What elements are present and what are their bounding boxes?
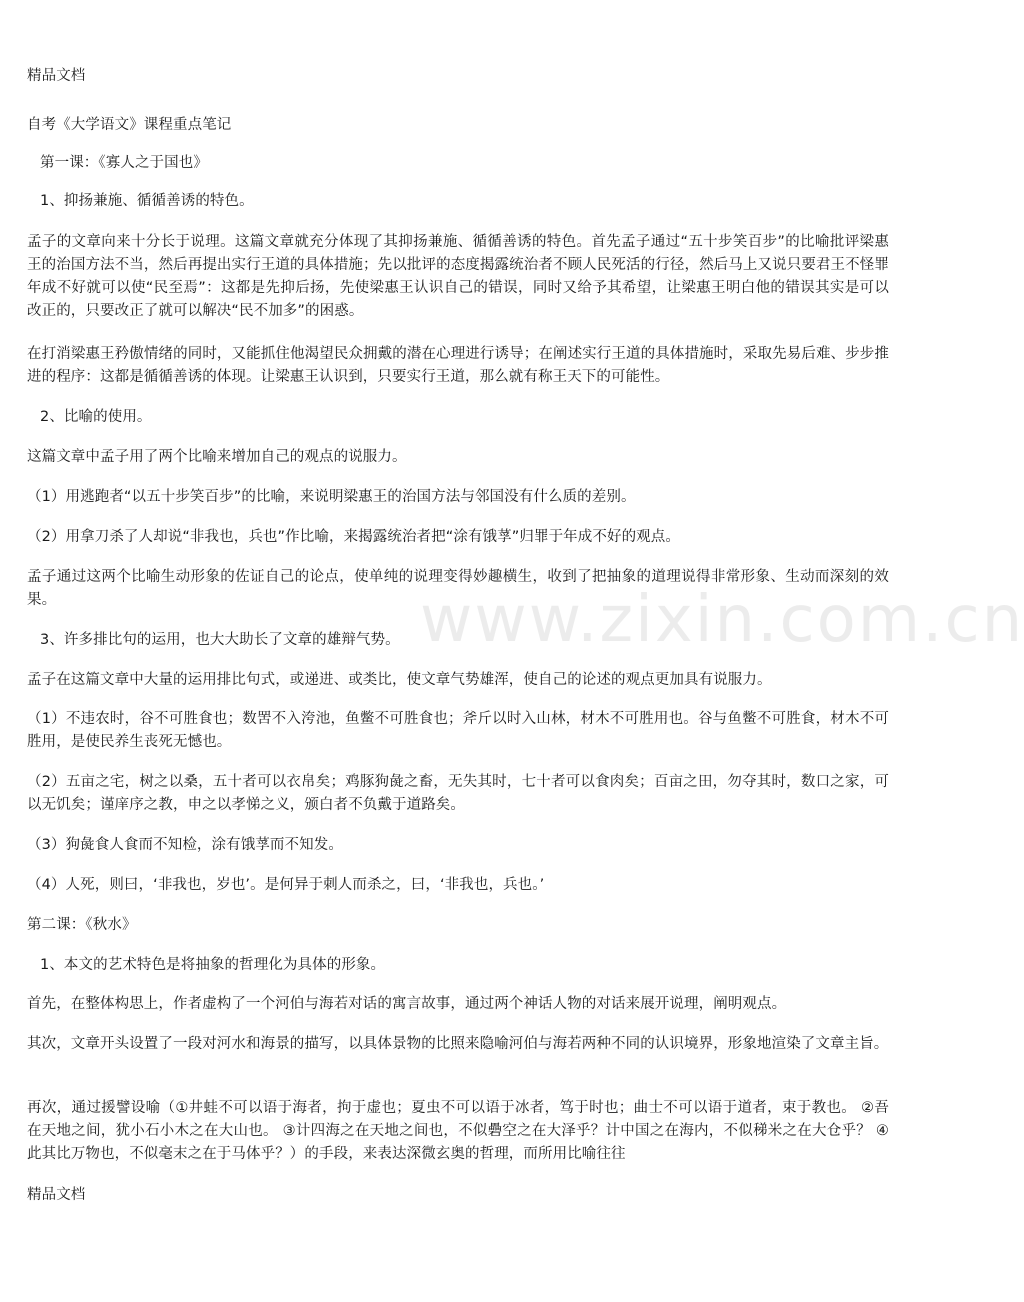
page-footer: 精品文档 (27, 1187, 86, 1203)
lesson1-point2-item1: （1）用逃跑者“以五十步笑百步”的比喻，来说明梁惠王的治国方法与邻国没有什么质的差别。 (27, 489, 636, 505)
lesson1-point3-intro: 孟子在这篇文章中大量的运用排比句式，或递进、或类比，使文章气势雄浑，使自己的论述的观点更加具有说服力。 (27, 672, 772, 688)
lesson1-point2-intro: 这篇文章中孟子用了两个比喻来增加自己的观点的说服力。 (27, 449, 407, 465)
lesson2-point1-para1: 首先，在整体构思上，作者虚构了一个河伯与海若对话的寓言故事，通过两个神话人物的对话来展开说理，阐明观点。 (27, 996, 787, 1012)
lesson1-point2-heading: 2、比喻的使用。 (40, 409, 152, 425)
lesson1-point3-item2: （2）五亩之宅，树之以桑，五十者可以衣帛矣；鸡豚狗彘之畜，无失其时，七十者可以食肉矣；百亩之田，勿夺其时，数口之家，可以无饥矣；谨庠序之教，申之以孝悌之义，颁白者不负戴于道路矣。 (27, 774, 889, 813)
lesson2-point1-heading: 1、本文的艺术特色是将抽象的哲理化为具体的形象。 (40, 957, 386, 973)
lesson1-point2-item2: （2）用拿刀杀了人却说“非我也，兵也”作比喻，来揭露统治者把“涂有饿莩”归罪于年成不好的观点。 (27, 529, 680, 545)
lesson1-point1-para2: 在打消梁惠王矜傲情绪的同时，又能抓住他渴望民众拥戴的潜在心理进行诱导；在阐述实行王道的具体措施时，采取先易后难、步步推进的程序：这都是循循善诱的体现。让梁惠王认识到，只要实行王道，那么就有称王天下的可能性。 (27, 346, 889, 385)
lesson1-point1-para1: 孟子的文章向来十分长于说理。这篇文章就充分体现了其抑扬兼施、循循善诱的特色。首先孟子通过“五十步笑百步”的比喻批评梁惠王的治国方法不当，然后再提出实行王道的具体措施；先以批评的态度揭露统治者不顾人民死活的行径，然后马上又说只要君王不怪罪年成不好就可以使“民至焉”：这都是先抑后扬，先使梁惠王认识自己的错误，同时又给予其希望，让梁惠王明白他的错误其实是可以改正的，只要改正了就可以解决“民不加多”的困惑。 (27, 234, 889, 319)
lesson1-point3-item3: （3）狗彘食人食而不知检，涂有饿莩而不知发。 (27, 837, 343, 853)
document-title: 自考《大学语文》课程重点笔记 (27, 117, 232, 133)
lesson2-point1-para3: 再次，通过援譬设喻（①井蛙不可以语于海者，拘于虚也；夏虫不可以语于冰者，笃于时也；曲士不可以语于道者，束于教也。 ②吾在天地之间，犹小石小木之在大山也。 ③计四海之在天地之间也，不似礨空之在大泽乎？计中国之在海内，不似稊米之在大仓乎？ ④此其比万物也，不似毫末之在于马体乎？）的手段，来表达深微玄奥的哲理，而所用比喻往往 (27, 1100, 889, 1162)
lesson1-point1-heading: 1、抑扬兼施、循循善诱的特色。 (40, 193, 254, 209)
lesson1-point3-item4: （4）人死，则曰，‘非我也，岁也’。是何异于刺人而杀之，曰，‘非我也，兵也。’ (27, 877, 545, 893)
lesson2-point1-para2: 其次，文章开头设置了一段对河水和海景的描写，以具体景物的比照来隐喻河伯与海若两种不同的认识境界，形象地渲染了文章主旨。 (27, 1036, 889, 1052)
lesson2-heading: 第二课：《秋水》 (27, 917, 137, 933)
page-header: 精品文档 (27, 68, 86, 84)
lesson1-point3-heading: 3、许多排比句的运用，也大大助长了文章的雄辩气势。 (40, 632, 400, 648)
lesson1-heading: 第一课：《寡人之于国也》 (40, 155, 208, 171)
watermark: www.zixin.com.cn (420, 583, 1024, 657)
lesson1-point2-summary: 孟子通过这两个比喻生动形象的佐证自己的论点，使单纯的说理变得妙趣横生，收到了把抽象的道理说得非常形象、生动而深刻的效果。 (27, 569, 889, 608)
lesson1-point3-item1: （1）不违农时，谷不可胜食也；数罟不入洿池，鱼鳖不可胜食也；斧斤以时入山林，材木不可胜用也。谷与鱼鳖不可胜食，材木不可胜用，是使民养生丧死无憾也。 (27, 711, 889, 750)
